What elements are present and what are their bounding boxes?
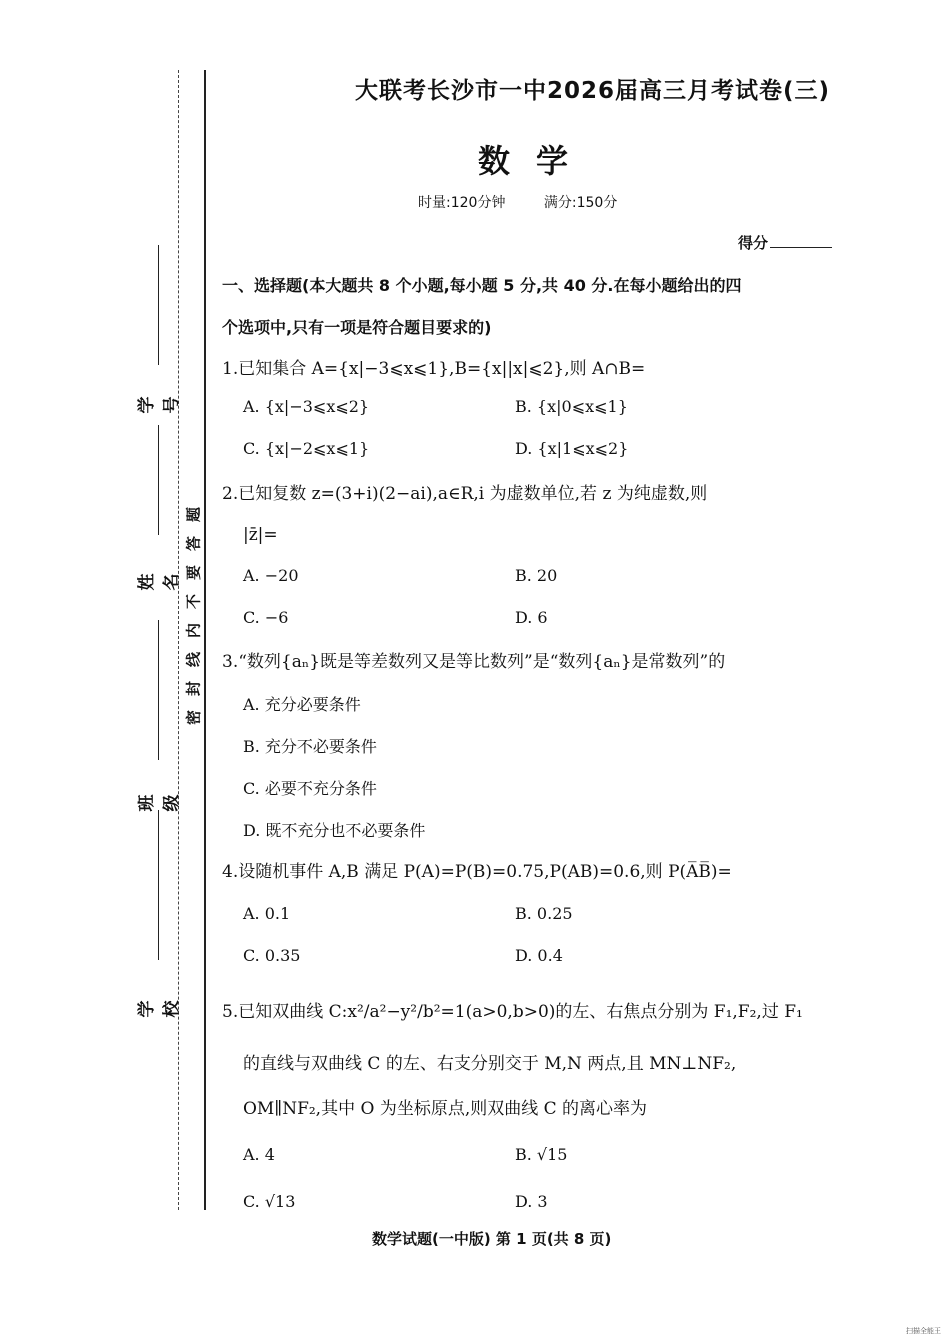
- subject-title: 数学: [478, 142, 595, 180]
- name-blank-line: [158, 425, 159, 535]
- score-blank[interactable]: [770, 247, 832, 248]
- seal-char: 答: [184, 536, 203, 552]
- q1-option-b: B. {x|0⩽x⩽1}: [515, 397, 628, 416]
- q3-option-b: B. 充分不必要条件: [243, 737, 377, 756]
- question-5-stem-line1: 5.已知双曲线 C:x²/a²−y²/b²=1(a>0,b>0)的左、右焦点分别为 F₁,F₂,过 F₁: [222, 1002, 803, 1022]
- q5-option-d: D. 3: [515, 1192, 548, 1211]
- seal-char: 封: [184, 681, 203, 697]
- page-footer: 数学试题(一中版) 第 1 页(共 8 页): [372, 1230, 612, 1248]
- seal-notice: [183, 500, 205, 732]
- seal-char: 内: [184, 623, 203, 639]
- q2-option-a: A. −20: [243, 566, 299, 585]
- question-5-stem-line3: OM∥NF₂,其中 O 为坐标原点,则双曲线 C 的离心率为: [243, 1099, 648, 1119]
- school-blank-line: [158, 810, 159, 960]
- q5-option-b: B. √15: [515, 1145, 568, 1164]
- exam-title: 大联考长沙市一中2026届高三月考试卷(三): [355, 78, 831, 104]
- name-label: 姓 名: [137, 573, 182, 591]
- id-blank-line: [158, 245, 159, 365]
- q4-option-b: B. 0.25: [515, 904, 573, 923]
- q4-option-c: C. 0.35: [243, 946, 301, 965]
- question-2-stem-line2: |z̄|=: [243, 525, 278, 545]
- section-heading-line2: 个选项中,只有一项是符合题目要求的): [222, 318, 492, 337]
- scanner-watermark: 扫描全能王: [906, 1327, 941, 1335]
- score-field: [738, 232, 832, 253]
- q5-option-c: C. √13: [243, 1192, 296, 1211]
- class-blank-line: [158, 620, 159, 760]
- q3-option-c: C. 必要不充分条件: [243, 779, 377, 798]
- seal-char: 不: [184, 594, 203, 610]
- section-heading-line1: 一、选择题(本大题共 8 个小题,每小题 5 分,共 40 分.在每小题给出的四: [222, 276, 742, 295]
- question-3-stem: 3.“数列{aₙ}既是等差数列又是等比数列”是“数列{aₙ}是常数列”的: [222, 652, 726, 672]
- full-score: 满分:150分: [543, 195, 618, 211]
- q2-option-d: D. 6: [515, 608, 548, 627]
- exam-info: [418, 192, 651, 212]
- question-1-stem: 1.已知集合 A={x|−3⩽x⩽1},B={x||x|⩽2},则 A∩B=: [222, 359, 646, 379]
- score-label: 得分: [738, 234, 769, 252]
- seal-char: 题: [184, 507, 203, 523]
- q3-option-a: A. 充分必要条件: [243, 695, 361, 714]
- q4-option-d: D. 0.4: [515, 946, 563, 965]
- q1-option-a: A. {x|−3⩽x⩽2}: [243, 397, 370, 416]
- seal-char: 线: [184, 652, 203, 668]
- seal-char: 要: [184, 565, 203, 581]
- q5-option-a: A. 4: [243, 1145, 275, 1164]
- student-id-label: 学 号: [137, 396, 182, 414]
- q1-option-d: D. {x|1⩽x⩽2}: [515, 439, 629, 458]
- class-label: 班 级: [137, 794, 182, 812]
- question-4-stem: 4.设随机事件 A,B 满足 P(A)=P(B)=0.75,P(AB)=0.6,则 P(A̅B̅)=: [222, 862, 732, 882]
- q2-option-b: B. 20: [515, 566, 558, 585]
- question-5-stem-line2: 的直线与双曲线 C 的左、右支分别交于 M,N 两点,且 MN⊥NF₂,: [243, 1054, 737, 1074]
- q3-option-d: D. 既不充分也不必要条件: [243, 821, 426, 840]
- q2-option-c: C. −6: [243, 608, 289, 627]
- time-limit: 时量:120分钟: [418, 195, 506, 211]
- question-2-stem-line1: 2.已知复数 z=(3+i)(2−ai),a∈R,i 为虚数单位,若 z 为纯虚数,则: [222, 484, 708, 504]
- q1-option-c: C. {x|−2⩽x⩽1}: [243, 439, 370, 458]
- school-label: 学 校: [137, 1000, 182, 1018]
- seal-char: 密: [184, 710, 203, 726]
- q4-option-a: A. 0.1: [243, 904, 291, 923]
